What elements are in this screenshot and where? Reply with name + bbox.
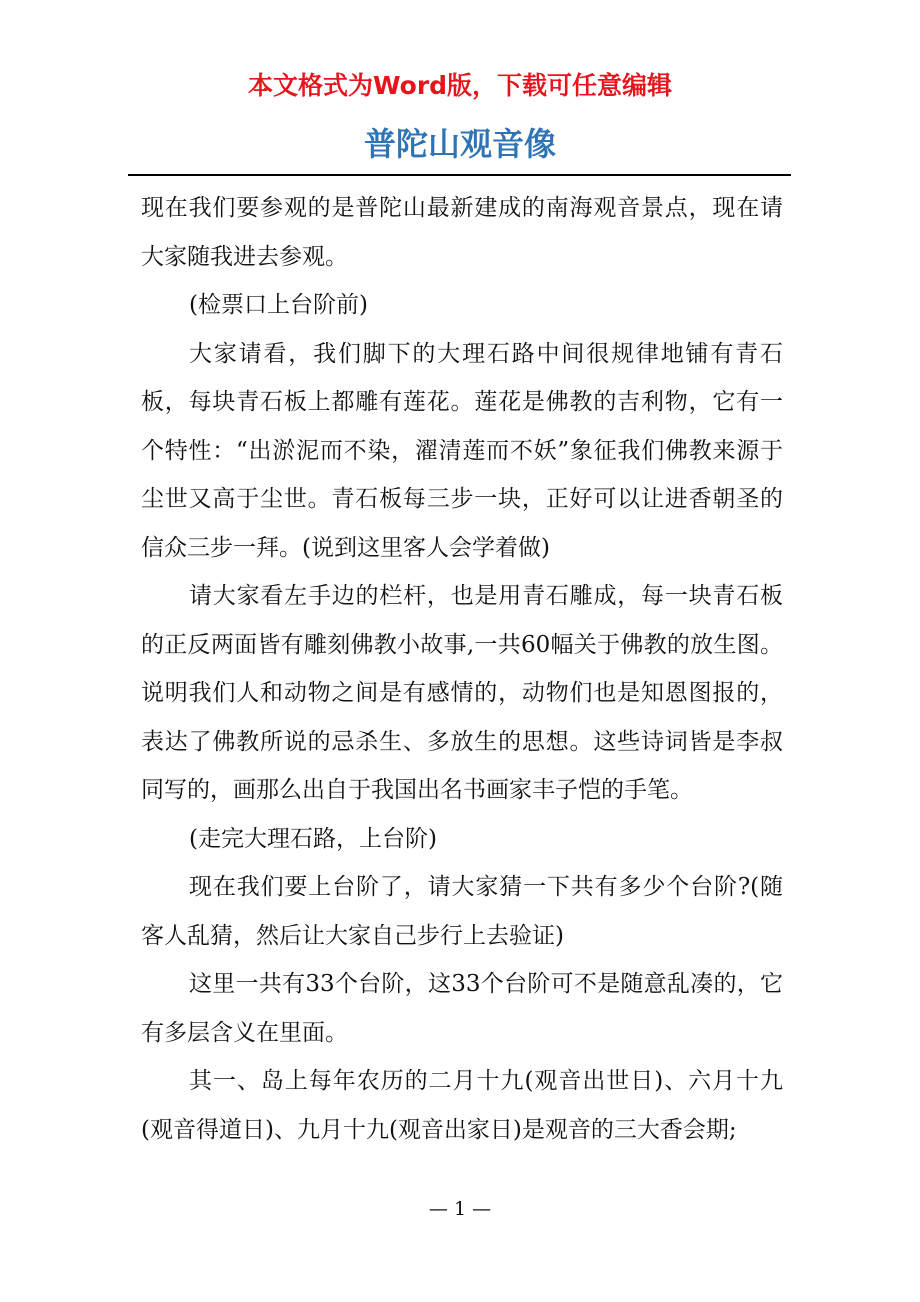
format-notice: 本文格式为Word版，下载可任意编辑: [247, 71, 673, 100]
page-title: 普陀山观音像: [363, 125, 556, 163]
paragraph: 其一、岛上每年农历的二月十九(观音出世日)、六月十九(观音得道日)、九月十九(观音出家日)是观音的三大香会期;: [141, 1068, 783, 1143]
page-number: — 1 —: [428, 1198, 492, 1220]
paragraph: 现在我们要上台阶了，请大家猜一下共有多少个台阶?(随客人乱猜，然后让大家自己步行上去验证): [141, 874, 783, 949]
document-body: [141, 184, 783, 1154]
paragraph: 现在我们要参观的是普陀山最新建成的南海观音景点，现在请大家随我进去参观。: [141, 195, 783, 270]
paragraph: 大家请看，我们脚下的大理石路中间很规律地铺有青石板，每块青石板上都雕有莲花。莲花是佛教的吉利物，它有一个特性：“出淤泥而不染，濯清莲而不妖”象征我们佛教来源于尘世又高于尘世。青石板每三步一块，正好可以让进香朝圣的信众三步一拜。(说到这里客人会学着做): [141, 340, 783, 561]
paragraph: 请大家看左手边的栏杆，也是用青石雕成，每一块青石板的正反两面皆有雕刻佛教小故事,一共60幅关于佛教的放生图。说明我们人和动物之间是有感情的，动物们也是知恩图报的，表达了佛教所说的忌杀生、多放生的思想。这些诗词皆是李叔同写的，画那么出自于我国出名书画家丰子恺的手笔。: [141, 583, 783, 803]
paragraph: 这里一共有33个台阶，这33个台阶可不是随意乱凑的，它有多层含义在里面。: [141, 971, 783, 1046]
title-divider: [128, 174, 791, 176]
paragraph: (走完大理石路，上台阶): [189, 825, 437, 852]
paragraph: (检票口上台阶前): [189, 292, 368, 318]
